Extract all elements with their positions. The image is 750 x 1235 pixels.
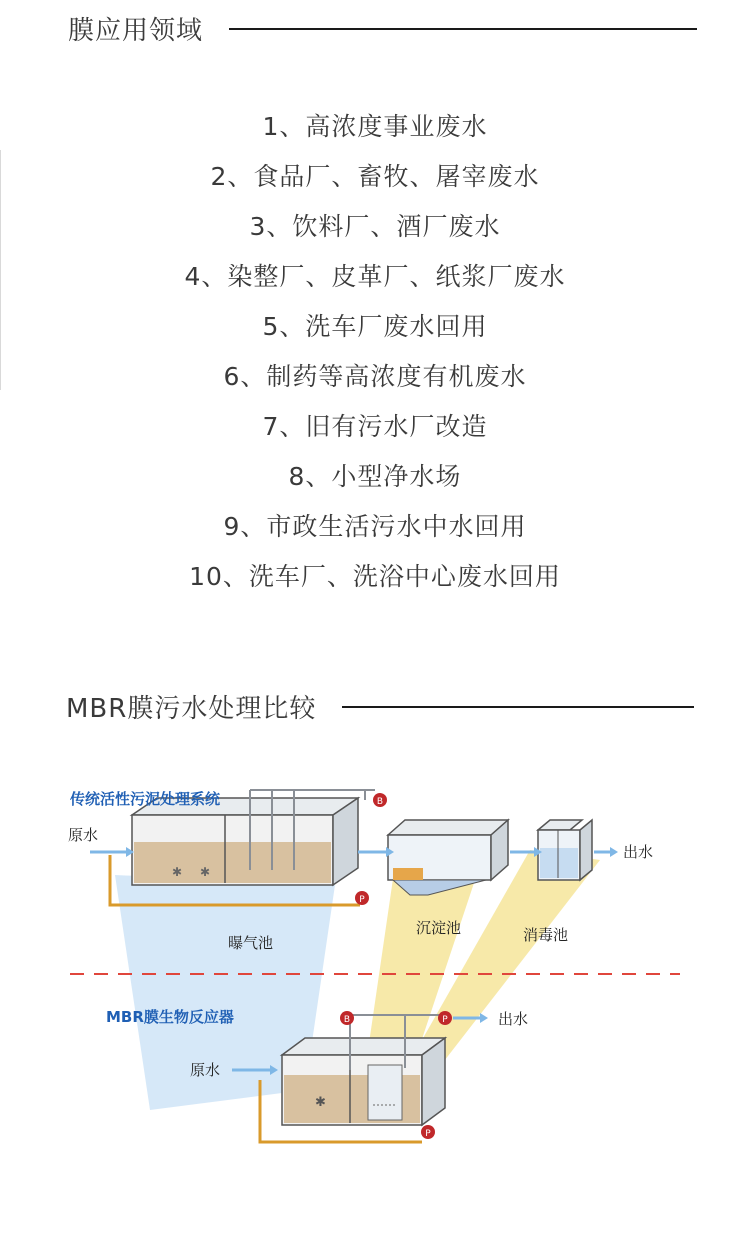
blower-marker-label: B xyxy=(376,797,384,807)
application-list xyxy=(0,104,750,604)
section-heading-mbr-comparison xyxy=(66,688,694,725)
svg-text:✱: ✱ xyxy=(315,1095,326,1110)
list-item: 3、饮料厂、酒厂废水 xyxy=(249,212,501,241)
pump-marker-label: P xyxy=(442,1015,448,1025)
bottom-system-label: MBR膜生物反应器 xyxy=(106,1008,234,1026)
mbr-comparison-diagram xyxy=(60,770,690,1190)
section-heading-applications xyxy=(68,10,697,47)
title-rule xyxy=(342,706,694,708)
sedimentation-tank-label: 沉淀池 xyxy=(416,919,462,937)
pump-marker-label: P xyxy=(359,895,365,905)
svg-text:✱: ✱ xyxy=(172,865,183,879)
list-item: 5、洗车厂废水回用 xyxy=(262,312,488,341)
list-item: 7、旧有污水厂改造 xyxy=(262,412,488,441)
list-item: 2、食品厂、畜牧、屠宰废水 xyxy=(210,162,540,191)
list-item: 1、高浓度事业废水 xyxy=(262,112,488,141)
aeration-tank-label: 曝气池 xyxy=(228,934,274,952)
section-title: MBR膜污水处理比较 xyxy=(66,694,317,724)
disinfection-tank xyxy=(538,820,592,880)
outlet-water-label: 出水 xyxy=(623,843,654,861)
sedimentation-tank xyxy=(388,820,508,895)
raw-water-label: 原水 xyxy=(68,826,99,844)
svg-text:✱: ✱ xyxy=(200,865,211,879)
top-system-label: 传统活性污泥处理系统 xyxy=(70,790,221,808)
blower-marker-label: B xyxy=(343,1015,351,1025)
raw-water-label: 原水 xyxy=(190,1061,221,1079)
list-item: 9、市政生活污水中水回用 xyxy=(223,512,527,541)
disinfection-tank-label: 消毒池 xyxy=(523,926,569,944)
diagram-svg xyxy=(60,770,690,1190)
list-item: 8、小型净水场 xyxy=(288,462,462,491)
outlet-water-label: 出水 xyxy=(498,1010,529,1028)
list-item: 10、洗车厂、洗浴中心废水回用 xyxy=(189,562,561,591)
section-title: 膜应用领域 xyxy=(68,16,204,46)
pump-marker-label: P xyxy=(425,1129,431,1139)
list-item: 4、染整厂、皮革厂、纸浆厂废水 xyxy=(184,262,566,291)
title-rule xyxy=(229,28,697,30)
list-item: 6、制药等高浓度有机废水 xyxy=(223,362,527,391)
